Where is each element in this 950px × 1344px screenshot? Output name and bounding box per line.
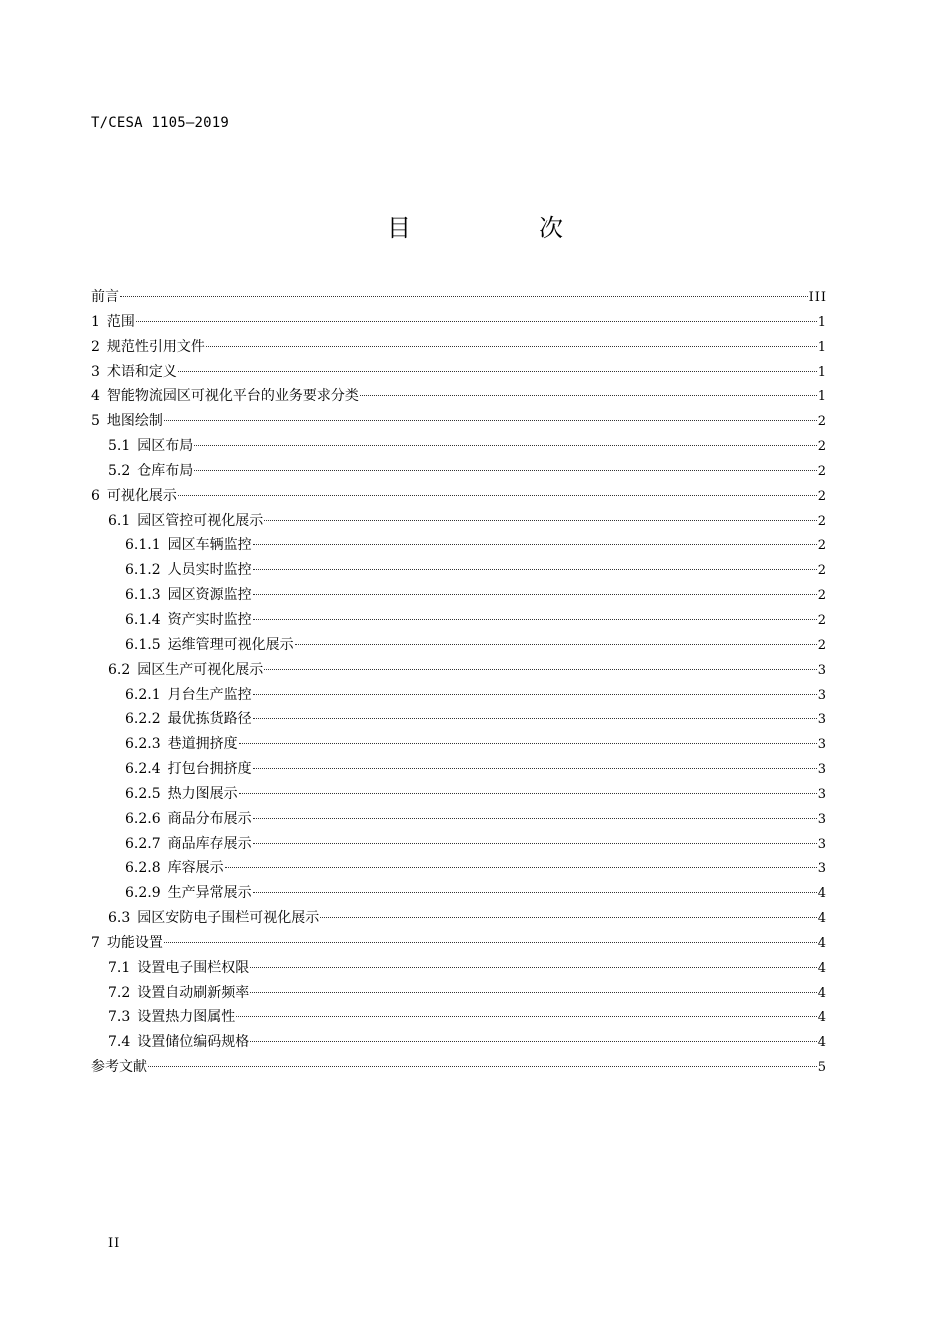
toc-entry-number: 6.3 (108, 910, 131, 927)
toc-entry-page: 2 (817, 588, 827, 604)
toc-entry[interactable] (91, 658, 827, 683)
toc-entry-page: 2 (817, 637, 827, 653)
toc-entry-page: 2 (817, 612, 827, 628)
dot-leader (253, 618, 817, 620)
toc-entry-page: 4 (817, 1010, 827, 1026)
dot-leader (178, 370, 817, 372)
toc-entry-number: 6.2.9 (125, 885, 161, 902)
toc-entry[interactable] (91, 335, 827, 360)
toc-entry-number: 2 (91, 338, 100, 355)
dot-leader (253, 568, 817, 570)
dot-leader (253, 693, 817, 695)
toc-entry[interactable] (91, 459, 827, 484)
toc-entry-page: 1 (817, 314, 827, 330)
dot-leader (136, 320, 817, 322)
toc-entry-number: 6.1.3 (125, 587, 161, 604)
toc-entry-number: 6.1.2 (125, 562, 161, 579)
toc-entry-page: 3 (817, 737, 827, 753)
toc-entry-number: 6.2.1 (125, 686, 161, 703)
toc-entry-title: 最优拣货路径 (167, 711, 252, 728)
toc-entry-title: 前言 (91, 289, 119, 305)
toc-entry-page: 3 (817, 861, 827, 877)
toc-entry-number: 7.4 (108, 1034, 131, 1051)
toc-entry-number: 6.1 (108, 512, 131, 529)
dot-leader (148, 1065, 817, 1067)
toc-entry-page: 3 (817, 712, 827, 728)
toc-entry[interactable] (91, 484, 827, 509)
dot-leader (250, 991, 816, 993)
toc-entry-title: 园区资源监控 (167, 587, 252, 604)
toc-entry-title: 园区管控可视化展示 (137, 512, 264, 529)
toc-entry-page: 5 (817, 1060, 827, 1076)
toc-entry-number: 6.1.4 (125, 611, 161, 628)
toc-entry-number: 6.2.2 (125, 711, 161, 728)
dot-leader (236, 1015, 816, 1017)
toc-entry-number: 6.1.5 (125, 636, 161, 653)
dot-leader (239, 742, 817, 744)
dot-leader (253, 717, 817, 719)
toc-entry[interactable] (91, 832, 827, 857)
toc-entry-number: 4 (91, 388, 100, 405)
toc-entry-title: 园区车辆监控 (167, 537, 252, 554)
toc-entry-title: 月台生产监控 (167, 686, 252, 703)
toc-entry[interactable] (91, 509, 827, 534)
toc-entry-page: 3 (817, 836, 827, 852)
toc-entry-title: 功能设置 (106, 934, 163, 951)
dot-leader (206, 345, 817, 347)
toc-entry-number: 6.2.5 (125, 785, 161, 802)
toc-entry-number: 7.1 (108, 959, 131, 976)
dot-leader (295, 643, 817, 645)
toc-entry-page: 2 (817, 563, 827, 579)
dot-leader (225, 866, 817, 868)
toc-entry-title: 规范性引用文件 (106, 338, 205, 355)
toc-entry-title: 运维管理可视化展示 (167, 636, 294, 653)
toc-entry-page: 3 (817, 811, 827, 827)
toc-entry-number: 6.2 (108, 661, 131, 678)
toc-entry-title: 可视化展示 (106, 487, 177, 504)
toc-entry-number: 7.3 (108, 1009, 131, 1026)
toc-entry[interactable] (91, 558, 827, 583)
toc-entry-page: 4 (817, 935, 827, 951)
toc-entry-title: 人员实时监控 (167, 562, 252, 579)
toc-entry-page: 3 (817, 786, 827, 802)
toc-entry-number: 6.2.7 (125, 835, 161, 852)
toc-entry-page: 4 (817, 1035, 827, 1051)
toc-entry[interactable] (91, 434, 827, 459)
toc-entry-number: 7 (91, 934, 100, 951)
dot-leader (120, 295, 808, 297)
toc-entry-number: 1 (91, 313, 100, 330)
dot-leader (178, 494, 817, 496)
page-number: II (108, 1236, 121, 1251)
toc-entry[interactable] (91, 856, 827, 881)
dot-leader (264, 668, 816, 670)
toc-title: 目 次 (387, 214, 615, 242)
toc-entry-number: 6.2.8 (125, 860, 161, 877)
toc-entry-number: 5 (91, 413, 100, 430)
toc-entry[interactable] (91, 956, 827, 981)
toc-entry[interactable] (91, 285, 827, 310)
toc-entry-title: 设置热力图属性 (137, 1009, 236, 1026)
toc-entry-number: 3 (91, 363, 100, 380)
dot-leader (253, 817, 817, 819)
toc-entry-page: 2 (817, 463, 827, 479)
toc-entry[interactable] (91, 384, 827, 409)
toc-entry-title: 库容展示 (167, 860, 224, 877)
toc-entry-page: 2 (817, 439, 827, 455)
toc-entry[interactable] (91, 683, 827, 708)
dot-leader (250, 1040, 816, 1042)
toc-entry-page: III (808, 290, 827, 305)
toc-entry-number: 6.2.3 (125, 736, 161, 753)
toc-entry-number: 6.2.4 (125, 761, 161, 778)
toc-entry-title: 设置储位编码规格 (137, 1034, 250, 1051)
toc-entry[interactable] (91, 732, 827, 757)
toc-entry-page: 3 (817, 762, 827, 778)
toc-entry-page: 3 (817, 687, 827, 703)
toc-entry[interactable] (91, 583, 827, 608)
toc-entry-page: 2 (817, 414, 827, 430)
dot-leader (250, 966, 816, 968)
toc-entry[interactable] (91, 782, 827, 807)
dot-leader (253, 842, 817, 844)
toc-entry[interactable] (91, 409, 827, 434)
toc-entry[interactable] (91, 906, 827, 931)
toc-entry-number: 5.2 (108, 462, 131, 479)
toc-entry[interactable] (91, 757, 827, 782)
toc-entry-title: 商品库存展示 (167, 835, 252, 852)
toc-entry-number: 6 (91, 487, 100, 504)
toc-entry-page: 2 (817, 513, 827, 529)
toc-entry-page: 4 (817, 911, 827, 927)
toc-entry-title: 设置自动刷新频率 (137, 984, 250, 1001)
toc-entry-title: 术语和定义 (106, 363, 177, 380)
toc-entry-page: 2 (817, 488, 827, 504)
dot-leader (320, 916, 816, 918)
toc-entry[interactable] (91, 608, 827, 633)
dot-leader (239, 792, 817, 794)
toc-entry-title: 地图绘制 (106, 413, 163, 430)
toc-entry-title: 商品分布展示 (167, 810, 252, 827)
toc-entry-number: 7.2 (108, 984, 131, 1001)
standard-code: T/CESA 1105—2019 (91, 115, 230, 131)
toc-entry-page: 1 (817, 339, 827, 355)
toc-entry-title: 资产实时监控 (167, 611, 252, 628)
toc-entry[interactable] (91, 1030, 827, 1055)
table-of-contents (91, 285, 827, 1080)
toc-entry[interactable] (91, 310, 827, 335)
toc-entry[interactable] (91, 533, 827, 558)
toc-entry-title: 打包台拥挤度 (167, 761, 252, 778)
toc-entry-page: 3 (817, 662, 827, 678)
toc-entry-title: 园区安防电子围栏可视化展示 (137, 910, 320, 927)
dot-leader (253, 891, 817, 893)
toc-entry-title: 园区布局 (137, 438, 194, 455)
dot-leader (253, 543, 817, 545)
toc-entry-number: 5.1 (108, 438, 131, 455)
dot-leader (164, 941, 817, 943)
toc-entry[interactable] (91, 1055, 827, 1080)
toc-entry-page: 1 (817, 389, 827, 405)
toc-entry-page: 4 (817, 985, 827, 1001)
dot-leader (360, 394, 817, 396)
toc-entry[interactable] (91, 807, 827, 832)
toc-entry[interactable] (91, 707, 827, 732)
dot-leader (253, 593, 817, 595)
toc-entry-title: 仓库布局 (137, 462, 194, 479)
dot-leader (194, 469, 816, 471)
toc-entry-page: 2 (817, 538, 827, 554)
toc-entry[interactable] (91, 633, 827, 658)
toc-entry-title: 生产异常展示 (167, 885, 252, 902)
dot-leader (164, 419, 817, 421)
toc-entry[interactable] (91, 881, 827, 906)
dot-leader (194, 444, 816, 446)
toc-entry-title: 参考文献 (91, 1059, 147, 1076)
toc-entry-title: 智能物流园区可视化平台的业务要求分类 (106, 388, 359, 405)
toc-entry-title: 巷道拥挤度 (167, 736, 238, 753)
toc-entry-title: 范围 (106, 313, 135, 330)
toc-entry-page: 4 (817, 886, 827, 902)
dot-leader (253, 767, 817, 769)
dot-leader (264, 519, 816, 521)
toc-entry-title: 设置电子围栏权限 (137, 959, 250, 976)
toc-entry-number: 6.2.6 (125, 810, 161, 827)
toc-entry-title: 热力图展示 (167, 785, 238, 802)
toc-entry[interactable] (91, 1005, 827, 1030)
toc-entry[interactable] (91, 931, 827, 956)
toc-entry-page: 4 (817, 960, 827, 976)
toc-entry-title: 园区生产可视化展示 (137, 661, 264, 678)
toc-entry-number: 6.1.1 (125, 537, 161, 554)
toc-entry[interactable] (91, 360, 827, 385)
toc-entry[interactable] (91, 981, 827, 1006)
toc-entry-page: 1 (817, 364, 827, 380)
